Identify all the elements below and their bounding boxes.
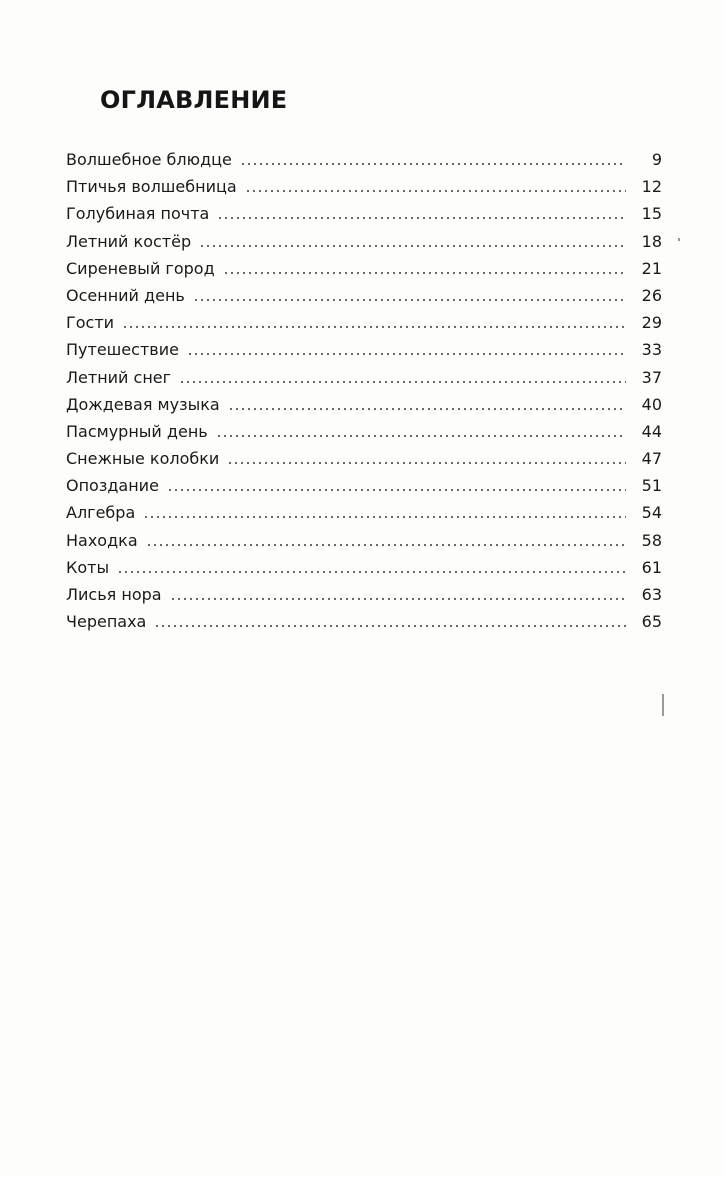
- toc-entry: [66, 282, 662, 309]
- toc-entry: [66, 200, 662, 227]
- toc-entry-page: 51: [641, 476, 662, 496]
- toc-entry: [66, 499, 662, 526]
- toc-dot-leader: [193, 299, 626, 301]
- toc-entry-page: 37: [641, 367, 662, 387]
- toc-entry-page: 9: [651, 150, 662, 169]
- scan-speck: [678, 238, 680, 241]
- toc-entry-title: Летний костёр: [66, 231, 192, 251]
- toc-dot-leader: [228, 408, 626, 410]
- toc-list: [66, 146, 662, 635]
- toc-entry: [66, 418, 662, 445]
- toc-entry-title: Находка: [66, 530, 138, 550]
- scan-speck: [662, 694, 664, 716]
- toc-entry: [66, 309, 662, 336]
- toc-entry-title: Осенний день: [66, 285, 185, 305]
- toc-entry-title: Голубиная почта: [66, 204, 210, 224]
- toc-entry: [66, 173, 662, 200]
- toc-entry-page: 33: [641, 340, 662, 360]
- toc-dot-leader: [170, 598, 626, 600]
- toc-dot-leader: [217, 217, 626, 219]
- toc-entry-page: 58: [641, 530, 662, 550]
- toc-entry: [66, 391, 662, 418]
- toc-entry-page: 21: [641, 258, 662, 278]
- toc-entry: [66, 255, 662, 282]
- toc-dot-leader: [117, 571, 626, 573]
- toc-dot-leader: [240, 163, 626, 165]
- toc-entry-page: 12: [641, 177, 662, 197]
- toc-entry: [66, 581, 662, 608]
- toc-entry-title: Лисья нора: [66, 585, 162, 604]
- toc-entry: [66, 146, 662, 173]
- toc-entry-title: Дождевая музыка: [66, 394, 220, 414]
- toc-entry-page: 15: [641, 204, 662, 224]
- toc-entry: [66, 228, 662, 255]
- toc-dot-leader: [154, 625, 626, 627]
- toc-entry-title: Волшебное блюдце: [66, 150, 232, 169]
- toc-entry: [66, 554, 662, 581]
- toc-entry-title: Птичья волшебница: [66, 177, 237, 197]
- toc-dot-leader: [245, 190, 626, 192]
- toc-entry-title: Коты: [66, 557, 110, 577]
- toc-entry-page: 44: [641, 421, 662, 441]
- toc-entry-title: Сиреневый город: [66, 258, 215, 278]
- toc-entry-title: Черепаха: [66, 612, 147, 632]
- toc-dot-leader: [143, 516, 626, 518]
- toc-entry-page: 61: [641, 557, 662, 577]
- toc-dot-leader: [199, 245, 626, 247]
- toc-entry-page: 47: [641, 449, 662, 469]
- toc-entry-page: 65: [641, 612, 662, 632]
- toc-entry-title: Опоздание: [66, 476, 159, 496]
- toc-entry: [66, 445, 662, 472]
- toc-entry: [66, 364, 662, 391]
- toc-entry-title: Снежные колобки: [66, 449, 220, 469]
- toc-dot-leader: [216, 435, 626, 437]
- toc-entry-page: 54: [641, 503, 662, 523]
- toc-entry-page: 29: [641, 313, 662, 333]
- toc-entry: [66, 336, 662, 363]
- toc-entry-title: Алгебра: [66, 503, 136, 523]
- toc-entry: [66, 472, 662, 499]
- toc-entry-page: 26: [641, 285, 662, 305]
- toc-title: ОГЛАВЛЕНИЕ: [100, 86, 288, 114]
- toc-entry-page: 40: [641, 394, 662, 414]
- toc-entry-title: Гости: [66, 313, 115, 333]
- toc-dot-leader: [122, 326, 626, 328]
- toc-entry-page: 63: [641, 585, 662, 604]
- toc-dot-leader: [146, 544, 626, 546]
- toc-entry: [66, 608, 662, 635]
- toc-entry: [66, 527, 662, 554]
- toc-entry-title: Пасмурный день: [66, 421, 208, 441]
- toc-entry-title: Путешествие: [66, 340, 179, 360]
- toc-dot-leader: [227, 462, 626, 464]
- toc-dot-leader: [167, 489, 626, 491]
- toc-entry-page: 18: [641, 231, 662, 251]
- toc-dot-leader: [223, 272, 626, 274]
- toc-dot-leader: [187, 353, 626, 355]
- toc-dot-leader: [179, 381, 626, 383]
- toc-entry-title: Летний снег: [66, 367, 172, 387]
